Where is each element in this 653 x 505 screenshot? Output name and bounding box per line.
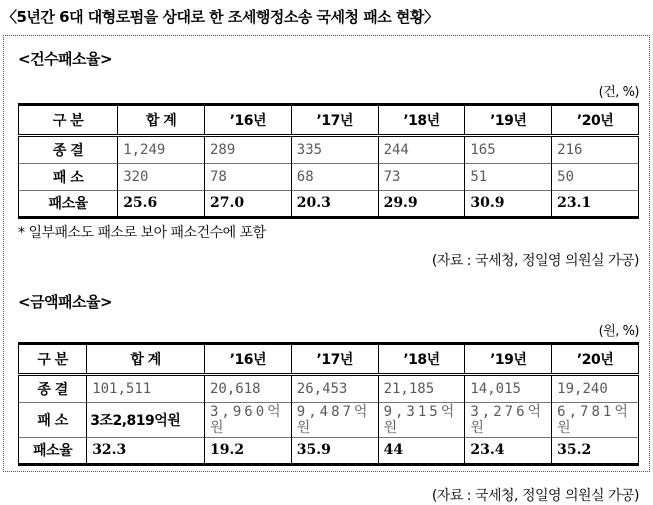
unit-note-case-count: (건, %) xyxy=(598,85,639,100)
cell-value: 1,249 xyxy=(118,136,205,164)
cell-value: 44 xyxy=(378,438,465,465)
col-header-2016: ’16년 xyxy=(204,105,291,136)
col-header-2016: ’16년 xyxy=(204,344,291,375)
table-header-row xyxy=(19,344,639,375)
cell-value: 27.0 xyxy=(204,191,291,218)
col-header-2019: ’19년 xyxy=(465,105,552,136)
cell-value: 216 xyxy=(552,136,639,164)
cell-value: 3,276억원 xyxy=(465,403,552,438)
table-row-lost xyxy=(19,403,639,438)
cell-value: 3,960억원 xyxy=(204,403,291,438)
cell-value: 101,511 xyxy=(87,375,205,403)
case-count-table xyxy=(18,103,639,219)
col-header-2018: ’18년 xyxy=(378,344,465,375)
table-row-loss-rate xyxy=(19,191,639,218)
footnote: * 일부패소도 패소로 보아 패소건수에 포함 xyxy=(18,225,266,241)
cell-value: 78 xyxy=(204,164,291,191)
row-label-closed: 종 결 xyxy=(19,136,118,164)
table-row-closed xyxy=(19,375,639,403)
cell-value: 50 xyxy=(552,164,639,191)
cell-value: 23.1 xyxy=(552,191,639,218)
cell-value: 73 xyxy=(378,164,465,191)
table-row-closed xyxy=(19,136,639,164)
cell-value: 25.6 xyxy=(118,191,205,218)
col-header-2017: ’17년 xyxy=(291,344,378,375)
cell-value: 9,487억원 xyxy=(291,403,378,438)
cell-value: 335 xyxy=(291,136,378,164)
col-header-category: 구 분 xyxy=(19,105,118,136)
col-header-category: 구 분 xyxy=(19,344,87,375)
source-note-amount: (자료 : 국세청, 정일영 의원실 가공) xyxy=(431,488,639,505)
cell-value: 68 xyxy=(291,164,378,191)
unit-note-amount: (원, %) xyxy=(598,324,639,339)
col-header-2017: ’17년 xyxy=(291,105,378,136)
row-label-lost: 패 소 xyxy=(19,164,118,191)
cell-value: 23.4 xyxy=(465,438,552,465)
cell-value: 35.9 xyxy=(291,438,378,465)
col-header-2020: ’20년 xyxy=(552,344,639,375)
section-heading-case-count: <건수패소율> xyxy=(18,50,113,68)
cell-value: 35.2 xyxy=(552,438,639,465)
cell-value: 289 xyxy=(204,136,291,164)
col-header-2020: ’20년 xyxy=(552,105,639,136)
cell-value: 26,453 xyxy=(291,375,378,403)
cell-value: 29.9 xyxy=(378,191,465,218)
cell-value: 14,015 xyxy=(465,375,552,403)
row-label-lost: 패 소 xyxy=(19,403,87,438)
cell-value: 30.9 xyxy=(465,191,552,218)
page-title: 〈5년간 6대 대형로펌을 상대로 한 조세행정소송 국세청 패소 현황〉 xyxy=(2,8,439,26)
cell-value: 21,185 xyxy=(378,375,465,403)
cell-value: 19,240 xyxy=(552,375,639,403)
cell-value: 6,781억원 xyxy=(552,403,639,438)
row-label-loss-rate: 패소율 xyxy=(19,191,118,218)
table-row-lost xyxy=(19,164,639,191)
cell-value: 51 xyxy=(465,164,552,191)
cell-value: 20,618 xyxy=(204,375,291,403)
row-label-closed: 종 결 xyxy=(19,375,87,403)
col-header-total: 합 계 xyxy=(87,344,205,375)
table-header-row xyxy=(19,105,639,136)
col-header-2018: ’18년 xyxy=(378,105,465,136)
cell-value: 32.3 xyxy=(87,438,205,465)
cell-value: 320 xyxy=(118,164,205,191)
col-header-2019: ’19년 xyxy=(465,344,552,375)
source-note-case-count: (자료 : 국세청, 정일영 의원실 가공) xyxy=(431,253,639,269)
col-header-total: 합 계 xyxy=(118,105,205,136)
table-row-loss-rate xyxy=(19,438,639,465)
cell-value: 19.2 xyxy=(204,438,291,465)
cell-value: 165 xyxy=(465,136,552,164)
cell-value: 244 xyxy=(378,136,465,164)
cell-value: 20.3 xyxy=(291,191,378,218)
amount-table xyxy=(18,342,639,466)
row-label-loss-rate: 패소율 xyxy=(19,438,87,465)
cell-value-total-amount: 3조2,819억원 xyxy=(87,403,205,438)
cell-value: 9,315억원 xyxy=(378,403,465,438)
section-heading-amount: <금액패소율> xyxy=(18,293,113,311)
content-box xyxy=(3,35,650,505)
